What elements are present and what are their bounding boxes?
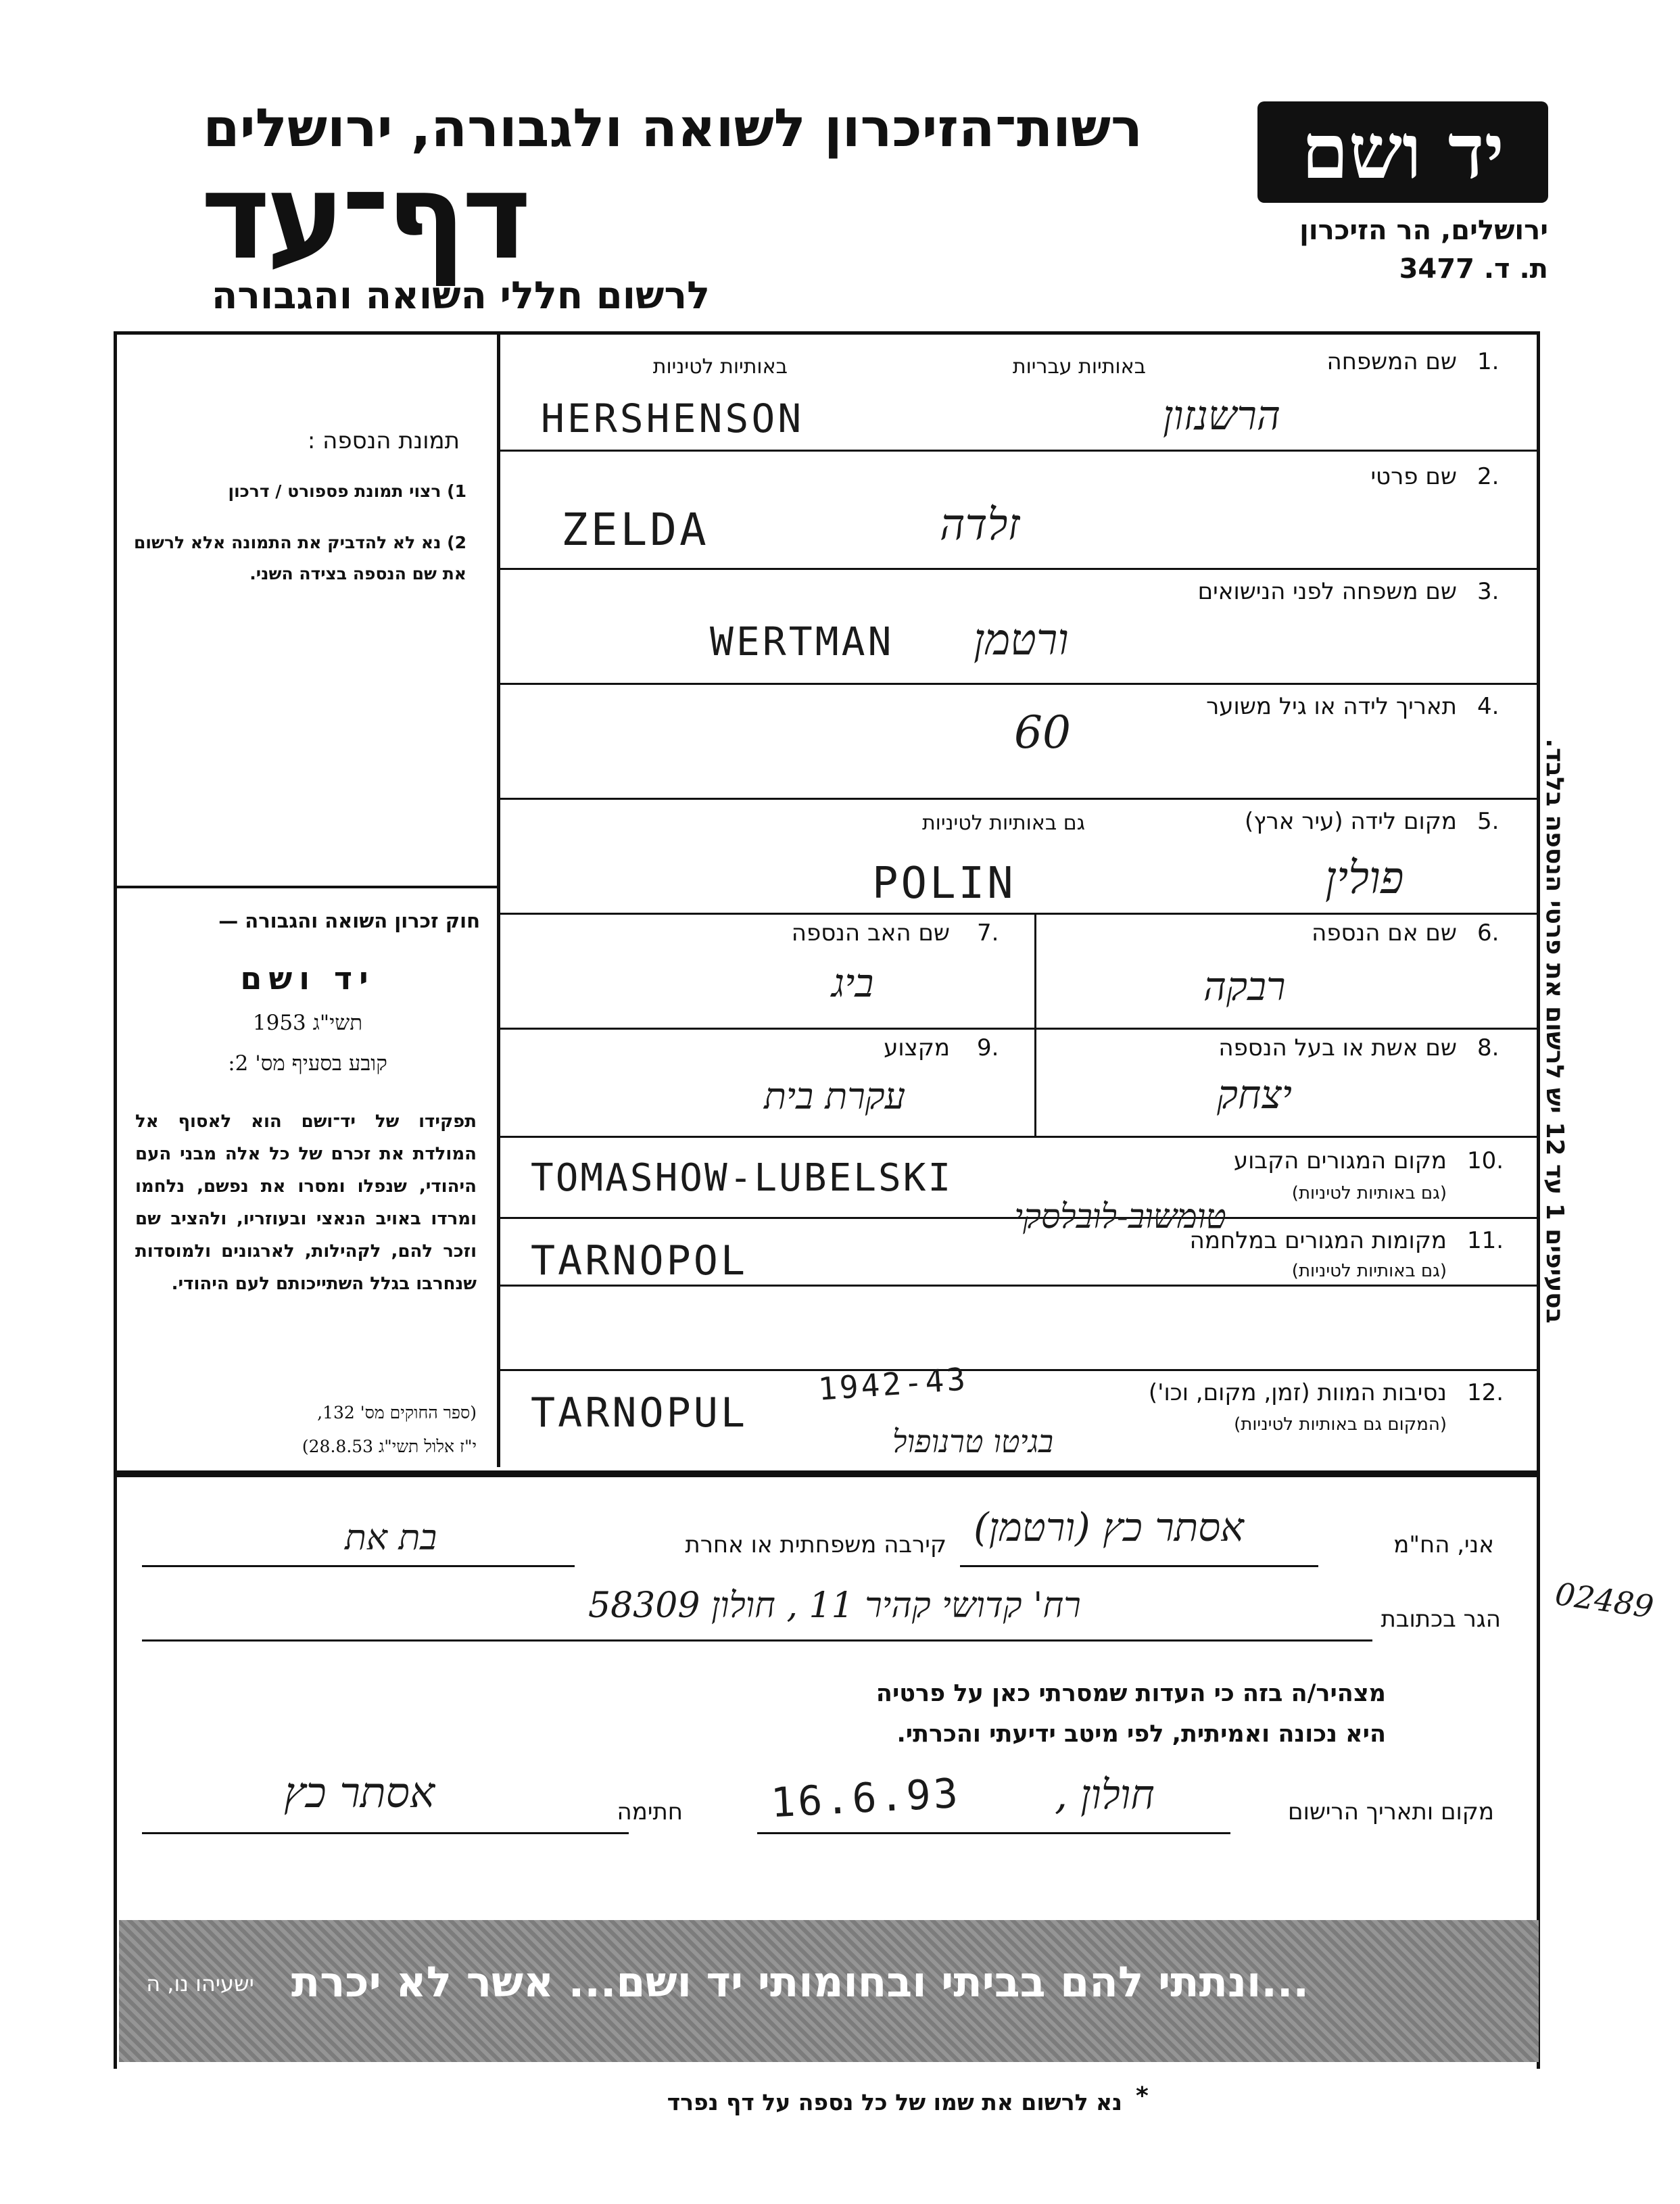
law-section: קובע בסעיף מס' 2:	[228, 1051, 387, 1076]
yad-vashem-logo	[1257, 101, 1548, 203]
field11-latin-value[interactable]: TARNOPOL	[531, 1237, 748, 1285]
photo-box-title: תמונת הנספה :	[307, 427, 460, 454]
field11-label: מקומות המגורים במלחמה	[1189, 1227, 1447, 1254]
field1-number: 1.	[1477, 348, 1499, 375]
side-note: בסעיפים 1 עד 12 יש לרשום את פרטי הנספה בלבד.	[1541, 738, 1568, 1324]
field8-label: שם אשת או בעל הנספה	[1218, 1034, 1457, 1061]
field-divider	[499, 798, 1540, 800]
logo-text: יד ושם	[1301, 107, 1505, 196]
relation-value[interactable]: בת את	[345, 1518, 437, 1558]
field7-number: 7.	[977, 919, 999, 947]
authority-title: רשות־הזיכרון לשואה ולגבורה, ירושלים	[203, 98, 1143, 159]
law-text: תפקידו של יד־ושם הוא לאסוף אל המולדת את זכרם של כל אלה מבני העם היהודי, שנפלו ומסרו את נפשם, נלחמו ומרדו באויב הנאצי ובעוזריו, ולהציב שם וזכר להם, לקהילות, לארגונים ולמוסדות שנחרבו בגלל השתייכותם לעם היהודי.	[135, 1111, 477, 1294]
declarant-name[interactable]: אסתר כץ (ורטמן)	[974, 1504, 1244, 1550]
photo-box-item1: 1) רצוי תמונת פספורט / דרכון	[228, 481, 466, 501]
field8-value[interactable]: יצחק	[1217, 1072, 1292, 1118]
field2-label: שם פרטי	[1370, 463, 1457, 490]
field6-number: 6.	[1477, 919, 1499, 947]
field-split	[1034, 914, 1036, 1028]
field11-sub: (גם באותיות לטיניות)	[1291, 1261, 1447, 1281]
law-yad-vashem: יד ושם	[240, 960, 375, 997]
field2-hebrew-value[interactable]: זלדה	[940, 500, 1020, 550]
footer-star: *	[1136, 2082, 1149, 2110]
field1-hebrew-header: באותיות עבריות	[1012, 355, 1146, 379]
field8-number: 8.	[1477, 1034, 1499, 1061]
field2-latin-value[interactable]: ZELDA	[561, 504, 709, 556]
field4-label: תאריך לידה או גיל משוער	[1206, 693, 1457, 720]
relation-label: קירבה משפחתית או אחרת	[685, 1531, 946, 1558]
field12-sub: (המקום גם באותיות לטיניות)	[1234, 1414, 1447, 1435]
field3-latin-value[interactable]: WERTMAN	[710, 619, 894, 665]
field9-number: 9.	[977, 1034, 999, 1061]
law-name: חוק זכרון השואה והגבורה —	[218, 909, 480, 932]
declarant-address[interactable]: רח' קדושי קהיר 11 , חולון 58309	[588, 1585, 1081, 1626]
left-column-divider	[114, 886, 499, 888]
field-divider	[499, 1369, 1540, 1371]
pobox-line: ת. ד. 3477	[1399, 254, 1548, 285]
field1-hebrew-value[interactable]: הרשנזון	[1163, 392, 1280, 439]
field12-number: 12.	[1467, 1379, 1504, 1406]
address-label: הגר בכתובת	[1381, 1606, 1501, 1633]
law-year: תשי"ג 1953	[252, 1011, 363, 1035]
registration-date[interactable]: 16.6.93	[769, 1769, 962, 1827]
field-divider	[499, 913, 1540, 915]
form-title: דף־עד	[200, 149, 527, 286]
address-line	[142, 1639, 1372, 1642]
field5-hebrew-value[interactable]: פולין	[1325, 852, 1404, 904]
field5-number: 5.	[1477, 808, 1499, 835]
field12-hebrew-value[interactable]: בגיטו טרנופול	[892, 1423, 1054, 1460]
field4-value[interactable]: 60	[1014, 706, 1071, 759]
law-source: (ספר החוקים מס' 132,	[317, 1403, 477, 1422]
field5-latin-value[interactable]: POLIN	[872, 859, 1016, 909]
side-number: 02489	[1552, 1575, 1656, 1625]
banner-ref: ישעיהו נו, ה	[146, 1971, 254, 1996]
signature-label: חתימה	[617, 1798, 683, 1825]
place-date-line	[757, 1832, 1230, 1834]
field5-label: מקום לידה (עיר ארץ)	[1244, 808, 1457, 835]
field7-label: שם האב הנספה	[791, 919, 950, 947]
field-divider	[499, 1028, 1540, 1030]
field1-latin-header: באותיות לטיניות	[652, 355, 788, 379]
field4-number: 4.	[1477, 693, 1499, 720]
field1-label: שם המשפחה	[1326, 348, 1457, 375]
field-divider	[499, 1136, 1540, 1138]
field6-value[interactable]: רבקה	[1203, 963, 1286, 1009]
field3-label: שם משפחה לפני הנישואים	[1197, 578, 1457, 605]
address-line: ירושלים, הר הזיכרון	[1299, 215, 1548, 246]
name-line	[960, 1565, 1318, 1567]
field3-number: 3.	[1477, 578, 1499, 605]
field9-value[interactable]: עקרת בית	[764, 1075, 906, 1118]
signature[interactable]: אסתר כץ	[284, 1768, 435, 1817]
field12-latin-value[interactable]: TARNOPUL	[531, 1389, 748, 1437]
quote-banner	[119, 1920, 1539, 2062]
banner-text: ...ונתתי להם בביתי ובחומותי יד ושם... אשר לא יכרת	[291, 1957, 1309, 2007]
form-subtitle: לרשום חללי השואה והגבורה	[211, 274, 710, 318]
field-divider	[499, 450, 1540, 452]
field2-number: 2.	[1477, 463, 1499, 490]
field7-value[interactable]: ביג	[832, 960, 874, 1006]
footer-note: נא לרשום את שמו של כל נספה על דף נפרד	[667, 2089, 1122, 2115]
field-divider	[499, 683, 1540, 685]
relation-line	[142, 1565, 575, 1567]
place-date-label: מקום ותאריך הרישום	[1288, 1798, 1494, 1825]
field-split	[1034, 1029, 1036, 1136]
declaration-line2: היא נכונה ואמיתית, לפי מיטב ידיעתי והכרתי.	[896, 1721, 1386, 1748]
photo-box-item2: 2) נא לא להדביק את התמונה אלא לרשום את שם הנספה בצידה השני.	[134, 533, 466, 583]
column-divider	[497, 331, 500, 1467]
field-divider	[499, 1285, 1540, 1287]
field10-sub: (גם באותיות לטיניות)	[1291, 1183, 1447, 1203]
declaration-line1: מצהיר/ה בזה כי העדות שמסרתי כאן על פרטיה	[875, 1680, 1386, 1707]
field12-year[interactable]: 1942-43	[817, 1360, 969, 1408]
field5-latin-header: גם באותיות לטיניות	[921, 811, 1085, 835]
field3-hebrew-value[interactable]: ורטמן	[974, 615, 1069, 665]
field-divider	[499, 568, 1540, 570]
field10-number: 10.	[1467, 1147, 1504, 1174]
field10-hebrew-value[interactable]: טומשוב-לובלסקי	[1014, 1197, 1226, 1236]
field9-label: מקצוע	[884, 1034, 950, 1061]
field1-latin-value[interactable]: HERSHENSON	[541, 396, 805, 441]
declarant-i-label: אני, הח"מ	[1393, 1531, 1494, 1558]
law-date: י"ז אלול תשי"ג 28.8.53)	[302, 1437, 477, 1456]
registration-place[interactable]: חולון ,	[1055, 1771, 1155, 1819]
field12-label: נסיבות המוות (זמן, מקום, וכו')	[1148, 1379, 1447, 1406]
signature-line	[142, 1832, 629, 1834]
field10-label: מקום המגורים הקבוע	[1233, 1147, 1447, 1174]
field6-label: שם אם הנספה	[1312, 919, 1457, 947]
field11-number: 11.	[1467, 1227, 1504, 1254]
field10-latin-value[interactable]: TOMASHOW-LUBELSKI	[531, 1156, 953, 1200]
